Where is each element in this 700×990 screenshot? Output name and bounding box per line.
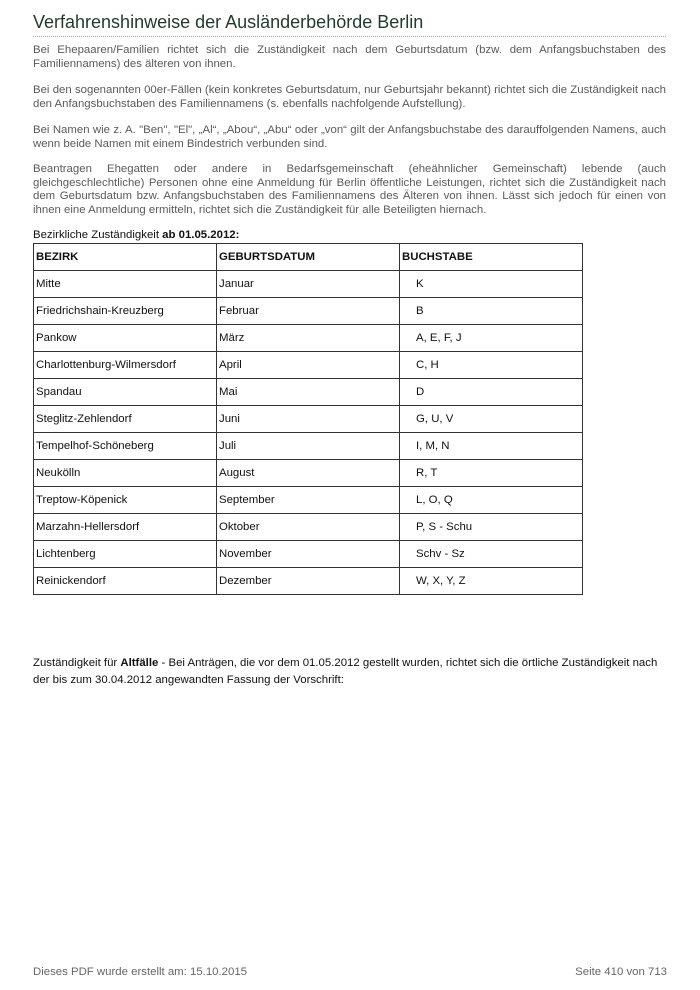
altfaelle-paragraph [33,655,668,689]
cell-bezirk: Charlottenburg-Wilmersdorf [34,352,217,379]
table-row [34,541,583,568]
cell-buchstabe: C, H [400,352,583,379]
zustaendigkeit-table [33,243,583,595]
cell-buchstabe: L, O, Q [400,487,583,514]
table-caption-prefix: Bezirkliche Zuständigkeit [33,229,163,241]
title-divider [33,36,666,37]
table-row [34,433,583,460]
cell-buchstabe: P, S - Schu [400,514,583,541]
footer-page-number: Seite 410 von 713 [575,966,667,978]
paragraph-bedarfsgemeinschaft: Beantragen Ehegatten oder andere in Bedarfsgemeinschaft (eheähnlicher Gemeinschaft) lebende (auch gleichgeschlechtliche) Personen ohne eine Anmeldung für Berlin öffentliche Leistungen, richtet sich die Zuständigkeit nach dem Geburtsdatum bzw. Anfangsbuchstaben des Familiennamens des Älteren von ihnen. Lässt sich jedoch für einen von ihnen eine Anmeldung ermitteln, richtet sich die Zuständigkeit für alle Beteiligten hiernach. [33,163,666,216]
cell-geburtsdatum: April [217,352,400,379]
table-row [34,460,583,487]
paragraph-namenspraefix: Bei Namen wie z. A. "Ben", "El", „Al“, „Abou“, „Abu“ oder „von“ gilt der Anfangsbuchstabe des darauffolgenden Namens, auch wenn beide Namen mit einem Bindestrich verbunden sind. [33,124,666,150]
cell-buchstabe: A, E, F, J [400,325,583,352]
cell-buchstabe: I, M, N [400,433,583,460]
cell-buchstabe: D [400,379,583,406]
table-row [34,325,583,352]
table-row [34,379,583,406]
paragraph-familien: Bei Ehepaaren/Familien richtet sich die Zuständigkeit nach dem Geburtsdatum (bzw. dem Anfangsbuchstaben des Familiennamens) des älteren von ihnen. [33,44,666,70]
page-title: Verfahrenshinweise der Ausländerbehörde Berlin [33,12,424,32]
header-buchstabe: BUCHSTABE [400,244,583,271]
cell-bezirk: Mitte [34,271,217,298]
cell-buchstabe: Schv - Sz [400,541,583,568]
cell-bezirk: Pankow [34,325,217,352]
cell-geburtsdatum: November [217,541,400,568]
table-row [34,271,583,298]
cell-bezirk: Spandau [34,379,217,406]
cell-buchstabe: K [400,271,583,298]
table-row [34,487,583,514]
cell-bezirk: Marzahn-Hellersdorf [34,514,217,541]
table-row [34,568,583,595]
cell-bezirk: Tempelhof-Schöneberg [34,433,217,460]
table-row [34,298,583,325]
altfaelle-prefix: Zuständigkeit für [33,657,121,669]
cell-geburtsdatum: Juni [217,406,400,433]
table-caption [33,229,239,241]
header-bezirk: BEZIRK [34,244,217,271]
table-row [34,352,583,379]
cell-bezirk: Treptow-Köpenick [34,487,217,514]
table-row [34,514,583,541]
cell-bezirk: Reinickendorf [34,568,217,595]
cell-geburtsdatum: Mai [217,379,400,406]
paragraph-00er-faelle: Bei den sogenannten 00er-Fällen (kein konkretes Geburtsdatum, nur Geburtsjahr bekannt) richtet sich die Zuständigkeit nach den Anfangsbuchstaben des Familiennamens (s. ebenfalls nachfolgende Aufstellung). [33,84,666,110]
cell-geburtsdatum: März [217,325,400,352]
cell-buchstabe: G, U, V [400,406,583,433]
cell-geburtsdatum: Februar [217,298,400,325]
table-header-row [34,244,583,271]
altfaelle-label: Altfälle [120,657,159,669]
cell-geburtsdatum: September [217,487,400,514]
cell-buchstabe: B [400,298,583,325]
cell-geburtsdatum: Januar [217,271,400,298]
cell-geburtsdatum: August [217,460,400,487]
cell-geburtsdatum: Oktober [217,514,400,541]
cell-bezirk: Steglitz-Zehlendorf [34,406,217,433]
cell-bezirk: Lichtenberg [34,541,217,568]
cell-buchstabe: R, T [400,460,583,487]
cell-buchstabe: W, X, Y, Z [400,568,583,595]
table-row [34,406,583,433]
table-caption-date: ab 01.05.2012: [162,229,240,241]
altfaelle-text: - Bei Anträgen, die vor dem 01.05.2012 gestellt wurden, richtet sich die örtliche Zuständigkeit nach der bis zum 30.04.2012 angewandten Fassung der Vorschrift: [33,657,658,686]
cell-bezirk: Friedrichshain-Kreuzberg [34,298,217,325]
cell-geburtsdatum: Juli [217,433,400,460]
footer-created-date: Dieses PDF wurde erstellt am: 15.10.2015 [33,966,247,978]
header-geburtsdatum: GEBURTSDATUM [217,244,400,271]
cell-geburtsdatum: Dezember [217,568,400,595]
cell-bezirk: Neukölln [34,460,217,487]
